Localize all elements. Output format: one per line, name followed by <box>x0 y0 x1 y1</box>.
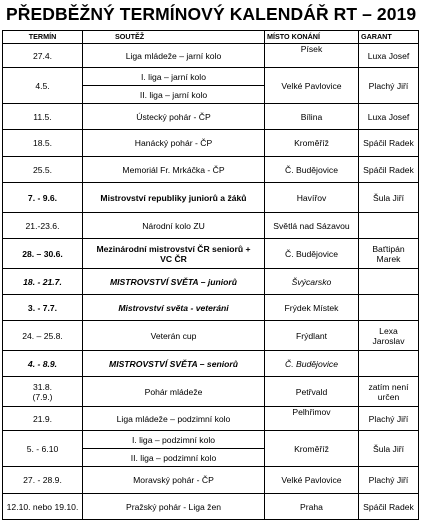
cell-misto: Č. Budějovice <box>265 351 359 377</box>
cell-garant: Spáčil Radek <box>359 494 419 520</box>
table-header <box>3 31 419 44</box>
table-row <box>3 44 419 68</box>
table-row <box>3 351 419 377</box>
soutez-line: VC ČR <box>160 253 187 264</box>
cell-garant: Luxa Josef <box>359 104 419 130</box>
calendar-table <box>2 30 419 520</box>
table-row <box>3 183 419 213</box>
table-row <box>3 157 419 183</box>
termin-line: 31.8. <box>32 381 53 392</box>
cell-soutez: Memoriál Fr. Mrkáčka - ČP <box>83 157 265 183</box>
cell-misto: Světlá nad Sázavou <box>265 213 359 239</box>
cell-soutez: II. liga – jarní kolo <box>83 86 265 104</box>
cell-garant: Plachý Jiří <box>359 68 419 104</box>
table-row <box>3 130 419 157</box>
cell-garant <box>359 213 419 239</box>
cell-soutez: Ústecký pohár - ČP <box>83 104 265 130</box>
cell-termin: 18.5. <box>3 130 83 157</box>
garant-line: Marek <box>376 253 401 264</box>
cell-termin: 7. - 9.6. <box>3 183 83 213</box>
table-row <box>3 269 419 295</box>
cell-termin: 12.10. nebo 19.10. <box>3 494 83 520</box>
cell-soutez: I. liga – jarní kolo <box>83 68 265 86</box>
cell-misto: Švýcarsko <box>265 269 359 295</box>
cell-soutez: Mistrovství světa - veteráni <box>83 295 265 321</box>
cell-garant <box>359 377 419 407</box>
garant-line: zatím není <box>368 381 409 392</box>
cell-garant <box>359 295 419 321</box>
cell-termin: 28. – 30.6. <box>3 239 83 269</box>
page-title: PŘEDBĚŽNÝ TERMÍNOVÝ KALENDÁŘ RT – 2019 <box>6 4 417 24</box>
cell-termin <box>3 377 83 407</box>
cell-garant: Plachý Jiří <box>359 407 419 431</box>
cell-soutez: Liga mládeže – jarní kolo <box>83 44 265 68</box>
cell-termin: 11.5. <box>3 104 83 130</box>
cell-misto: Petřvald <box>265 377 359 407</box>
cell-termin: 27. - 28.9. <box>3 467 83 494</box>
cell-garant: Šula Jiří <box>359 431 419 467</box>
soutez-line: Mezinárodní mistrovství ČR seniorů + <box>96 243 251 254</box>
cell-termin: 5. - 6.10 <box>3 431 83 467</box>
cell-termin: 3. - 7.7. <box>3 295 83 321</box>
cell-soutez: I. liga – podzimní kolo <box>83 431 265 449</box>
cell-garant <box>359 269 419 295</box>
cell-termin: 4. - 8.9. <box>3 351 83 377</box>
cell-garant: Luxa Josef <box>359 44 419 68</box>
header-termin: TERMÍN <box>3 31 83 44</box>
cell-misto: Praha <box>265 494 359 520</box>
table-row <box>3 295 419 321</box>
cell-misto: Písek <box>265 44 359 68</box>
garant-line: Jaroslav <box>372 335 405 346</box>
termin-line: (7.9.) <box>32 391 53 402</box>
table-row <box>3 213 419 239</box>
cell-misto: Bílina <box>265 104 359 130</box>
table-row <box>3 104 419 130</box>
cell-termin: 24. – 25.8. <box>3 321 83 351</box>
cell-misto: Velké Pavlovice <box>265 68 359 104</box>
cell-misto: Č. Budějovice <box>265 157 359 183</box>
cell-soutez: MISTROVSTVÍ SVĚTA – juniorů <box>83 269 265 295</box>
garant-line: určen <box>377 391 400 402</box>
cell-soutez: Národní kolo ZU <box>83 213 265 239</box>
cell-misto: Kroměříž <box>265 431 359 467</box>
table-row <box>3 377 419 407</box>
cell-termin: 25.5. <box>3 157 83 183</box>
cell-garant <box>359 351 419 377</box>
cell-soutez: Pohár mládeže <box>83 377 265 407</box>
cell-soutez: Liga mládeže – podzimní kolo <box>83 407 265 431</box>
cell-misto: Frýdlant <box>265 321 359 351</box>
cell-garant: Šula Jiří <box>359 183 419 213</box>
table-row <box>3 239 419 269</box>
cell-soutez: Moravský pohár - ČP <box>83 467 265 494</box>
header-misto: MÍSTO KONÁNÍ <box>265 31 359 44</box>
cell-termin: 21.9. <box>3 407 83 431</box>
table-row <box>3 494 419 520</box>
cell-misto: Kroměříž <box>265 130 359 157</box>
cell-termin: 21.-23.6. <box>3 213 83 239</box>
cell-soutez <box>83 239 265 269</box>
cell-termin: 27.4. <box>3 44 83 68</box>
table-row <box>3 431 419 449</box>
cell-misto: Frýdek Místek <box>265 295 359 321</box>
cell-soutez: Veterán cup <box>83 321 265 351</box>
table-row <box>3 407 419 431</box>
cell-garant: Spáčil Radek <box>359 157 419 183</box>
cell-soutez: Mistrovství republiky juniorů a žáků <box>83 183 265 213</box>
table-row <box>3 467 419 494</box>
cell-misto: Č. Budějovice <box>265 239 359 269</box>
cell-termin: 18. - 21.7. <box>3 269 83 295</box>
cell-misto: Velké Pavlovice <box>265 467 359 494</box>
cell-soutez: Hanácký pohár - ČP <box>83 130 265 157</box>
garant-line: Lexa <box>379 325 398 336</box>
table-row <box>3 68 419 86</box>
cell-garant <box>359 239 419 269</box>
cell-soutez: Pražský pohár - Liga žen <box>83 494 265 520</box>
cell-misto: Pelhřimov <box>265 407 359 431</box>
table-row <box>3 321 419 351</box>
header-garant: GARANT <box>359 31 419 44</box>
cell-termin: 4.5. <box>3 68 83 104</box>
cell-soutez: II. liga – podzimní kolo <box>83 449 265 467</box>
cell-garant: Plachý Jiří <box>359 467 419 494</box>
header-soutez: SOUTĚŽ <box>83 31 265 44</box>
cell-soutez: MISTROVSTVÍ SVĚTA – seniorů <box>83 351 265 377</box>
cell-garant: Spáčil Radek <box>359 130 419 157</box>
cell-garant <box>359 321 419 351</box>
garant-line: Baťtipán <box>372 243 405 254</box>
cell-misto: Havířov <box>265 183 359 213</box>
